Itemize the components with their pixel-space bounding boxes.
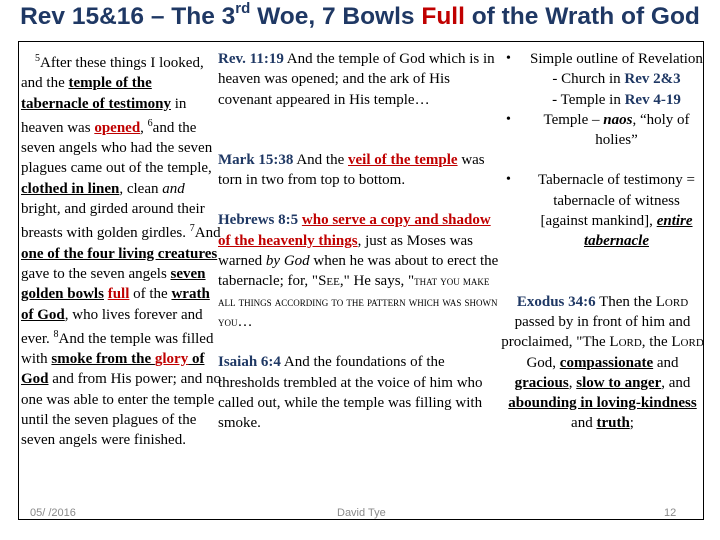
rev-11-19: Rev. 11:19 And the temple of God which is in heaven was opened; and the ark of His covenant appeared in His temple… [218, 51, 495, 108]
footer-date: 05/ /2016 [30, 507, 76, 519]
exodus-34-6: Exodus 34:6 Then the Lord passed by in front of him and proclaimed, "The Lord, the Lord God, compassionate and gracious, slow to anger, and abounding in loving-kindness and truth; [501, 293, 704, 432]
tabernacle-bullet: • Tabernacle of testimony = tabernacle of witness [against mankind], entire tabernacle [500, 170, 705, 251]
isaiah-6-4: Isaiah 6:4 And the foundations of the thresholds trembled at the voice of him who called out, while the temple was filling with smoke. [218, 354, 483, 432]
footer-page-number: 12 [664, 507, 677, 519]
footer-author: David Tye [337, 507, 386, 519]
hebrews-8-5: Hebrews 8:5 who serve a copy and shadow of the heavenly things, just as Moses was warned by God when he was about to erect the tabernacle; for, "See," He says, "that you make all things according to the pattern which was shown you… [218, 212, 499, 330]
mark-15-38: Mark 15:38 And the veil of the temple was torn in two from top to bottom. [218, 151, 485, 189]
temple-bullet: • Temple – naos, “holy of holies” [500, 110, 705, 151]
notes-column [500, 49, 705, 434]
cross-reference-column [218, 49, 500, 433]
passage-column: $^5$After these things I looked, and the temple of the tabernacle of testimony in heaven was opened, $^6$and the seven angels who had the seven plagues came out of the temple, clothed in linen, clean and bright, and girded around their breasts with golden girdles. $^7$And one of the four living creatures gave to the seven angels seven golden bowls full of the wrath of God, who lives forever and ever. $^8$And the temple was filled with smoke from the glory of God and from His power; and no one was able to enter the temple until the seven plagues of the seven angels were finished. [21, 53, 221, 449]
slide-title: Rev 15&16 – The 3rd Woe, 7 Bowls Full of the Wrath of God [20, 0, 700, 31]
title-full-word: Full [421, 3, 465, 31]
outline-bullet: • Simple outline of Revelation - Church in Rev 2&3 - Temple in Rev 4-19 [500, 49, 705, 110]
